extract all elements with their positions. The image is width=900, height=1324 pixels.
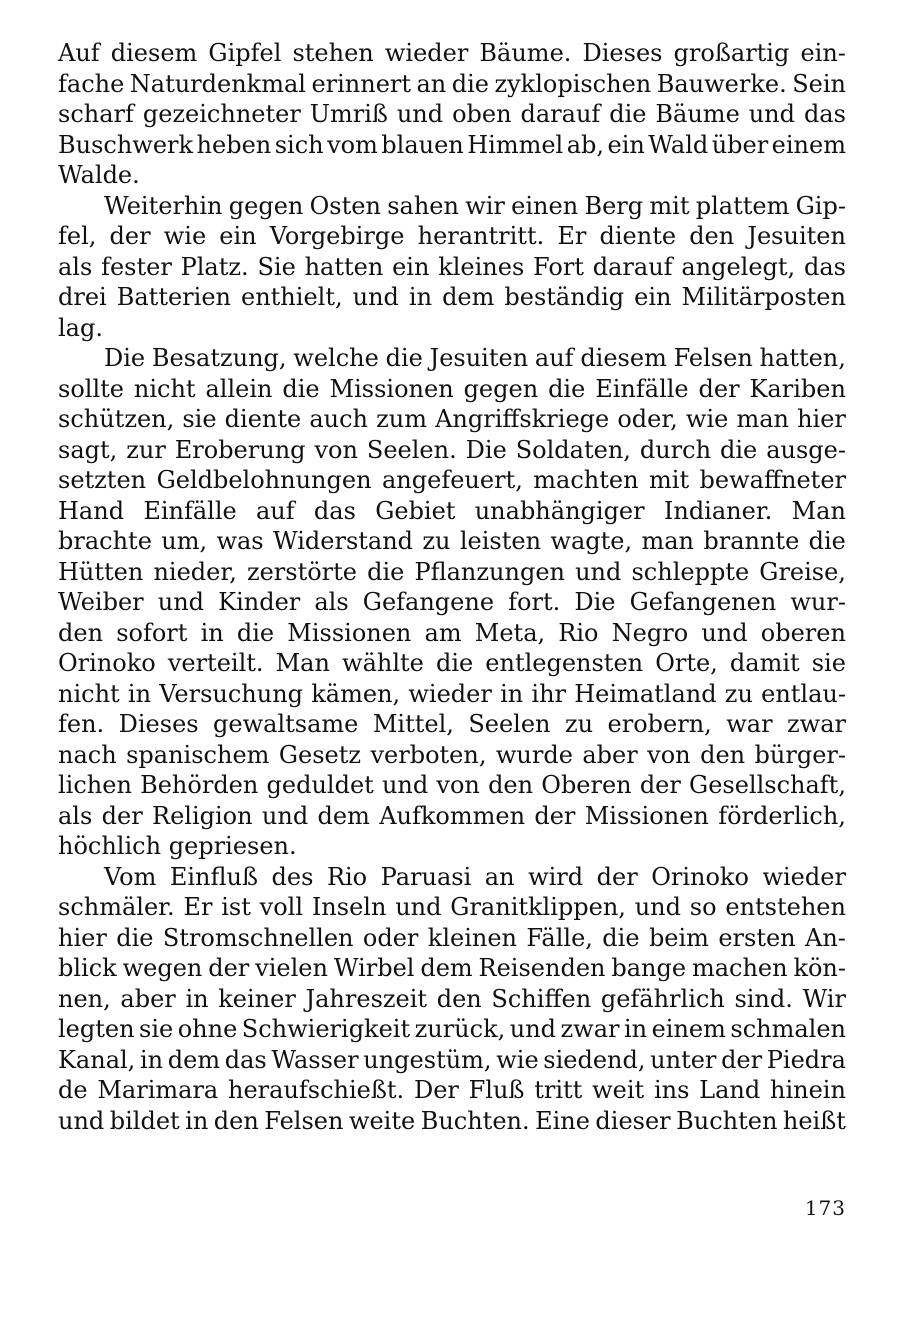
text-line: schützen, sie diente auch zum Angriffskriege oder, wie man hier (58, 405, 846, 433)
text-line: Weiber und Kinder als Gefangene fort. Die Gefangenen wur- (58, 588, 846, 616)
text-line: lichen Behörden geduldet und von den Oberen der Gesellschaft, (58, 771, 846, 799)
text-line: Weiterhin gegen Osten sahen wir einen Berg mit plattem Gip- (104, 191, 846, 220)
text-line: Vom Einfluß des Rio Paruasi an wird der Orinoko wieder (104, 862, 846, 891)
text-line: lag. (58, 313, 103, 342)
text-line: fache Naturdenkmal erinnert an die zyklopischen Bauwerke. Sein (58, 69, 846, 98)
book-page-text (58, 38, 846, 1136)
text-line: als fester Platz. Sie hatten ein kleines Fort darauf angelegt, das (58, 252, 846, 281)
text-line: höchlich gepriesen. (58, 832, 297, 860)
text-line: nicht in Versuchung kämen, wieder in ihr Heimatland zu entlau- (58, 679, 846, 708)
text-line: blick wegen der vielen Wirbel dem Reisenden bange machen kön- (58, 954, 846, 982)
text-line: Kanal, in dem das Wasser ungestüm, wie siedend, unter der Piedra (58, 1045, 846, 1074)
text-line: setzten Geldbelohnungen angefeuert, machten mit bewaffneter (58, 466, 846, 494)
text-line: Orinoko verteilt. Man wählte die entlegensten Orte, damit sie (58, 649, 846, 677)
text-line: schmäler. Er ist voll Inseln und Granitklippen, und so entstehen (58, 893, 846, 921)
text-line: Buschwerk heben sich vom blauen Himmel ab, ein Wald über einem (58, 130, 846, 159)
text-line: Die Besatzung, welche die Jesuiten auf diesem Felsen hatten, (104, 344, 846, 372)
text-line: sollte nicht allein die Missionen gegen die Einfälle der Kariben (58, 374, 846, 403)
text-line: den sofort in die Missionen am Meta, Rio Negro und oberen (58, 618, 846, 647)
text-line: scharf gezeichneter Umriß und oben darauf die Bäume und das (58, 100, 846, 128)
text-line: hier die Stromschnellen oder kleinen Fälle, die beim ersten An- (58, 923, 846, 952)
page-number: 173 (804, 1196, 846, 1220)
text-line: Hütten nieder, zerstörte die Pflanzungen und schleppte Greise, (58, 557, 846, 586)
text-line: brachte um, was Widerstand zu leisten wagte, man brannte die (58, 527, 846, 555)
text-line: und bildet in den Felsen weite Buchten. Eine dieser Buchten heißt (58, 1106, 846, 1135)
text-line: Hand Einfälle auf das Gebiet unabhängiger Indianer. Man (58, 496, 846, 525)
text-line: legten sie ohne Schwierigkeit zurück, und zwar in einem schmalen (58, 1015, 846, 1043)
text-line: nen, aber in keiner Jahreszeit den Schiffen gefährlich sind. Wir (58, 984, 846, 1013)
text-line: fen. Dieses gewaltsame Mittel, Seelen zu erobern, war zwar (58, 710, 846, 738)
text-line: fel, der wie ein Vorgebirge herantritt. Er diente den Jesuiten (58, 222, 846, 250)
text-line: als der Religion und dem Aufkommen der Missionen förderlich, (58, 801, 846, 830)
text-line: nach spanischem Gesetz verboten, wurde aber von den bürger- (58, 740, 846, 769)
text-line: Walde. (58, 161, 140, 189)
text-line: sagt, zur Eroberung von Seelen. Die Soldaten, durch die ausge- (58, 435, 846, 464)
text-line: de Marimara heraufschießt. Der Fluß tritt weit ins Land hinein (58, 1076, 846, 1104)
text-line: Auf diesem Gipfel stehen wieder Bäume. Dieses großartig ein- (58, 39, 846, 67)
text-line: drei Batterien enthielt, und in dem beständig ein Militärposten (58, 283, 846, 311)
